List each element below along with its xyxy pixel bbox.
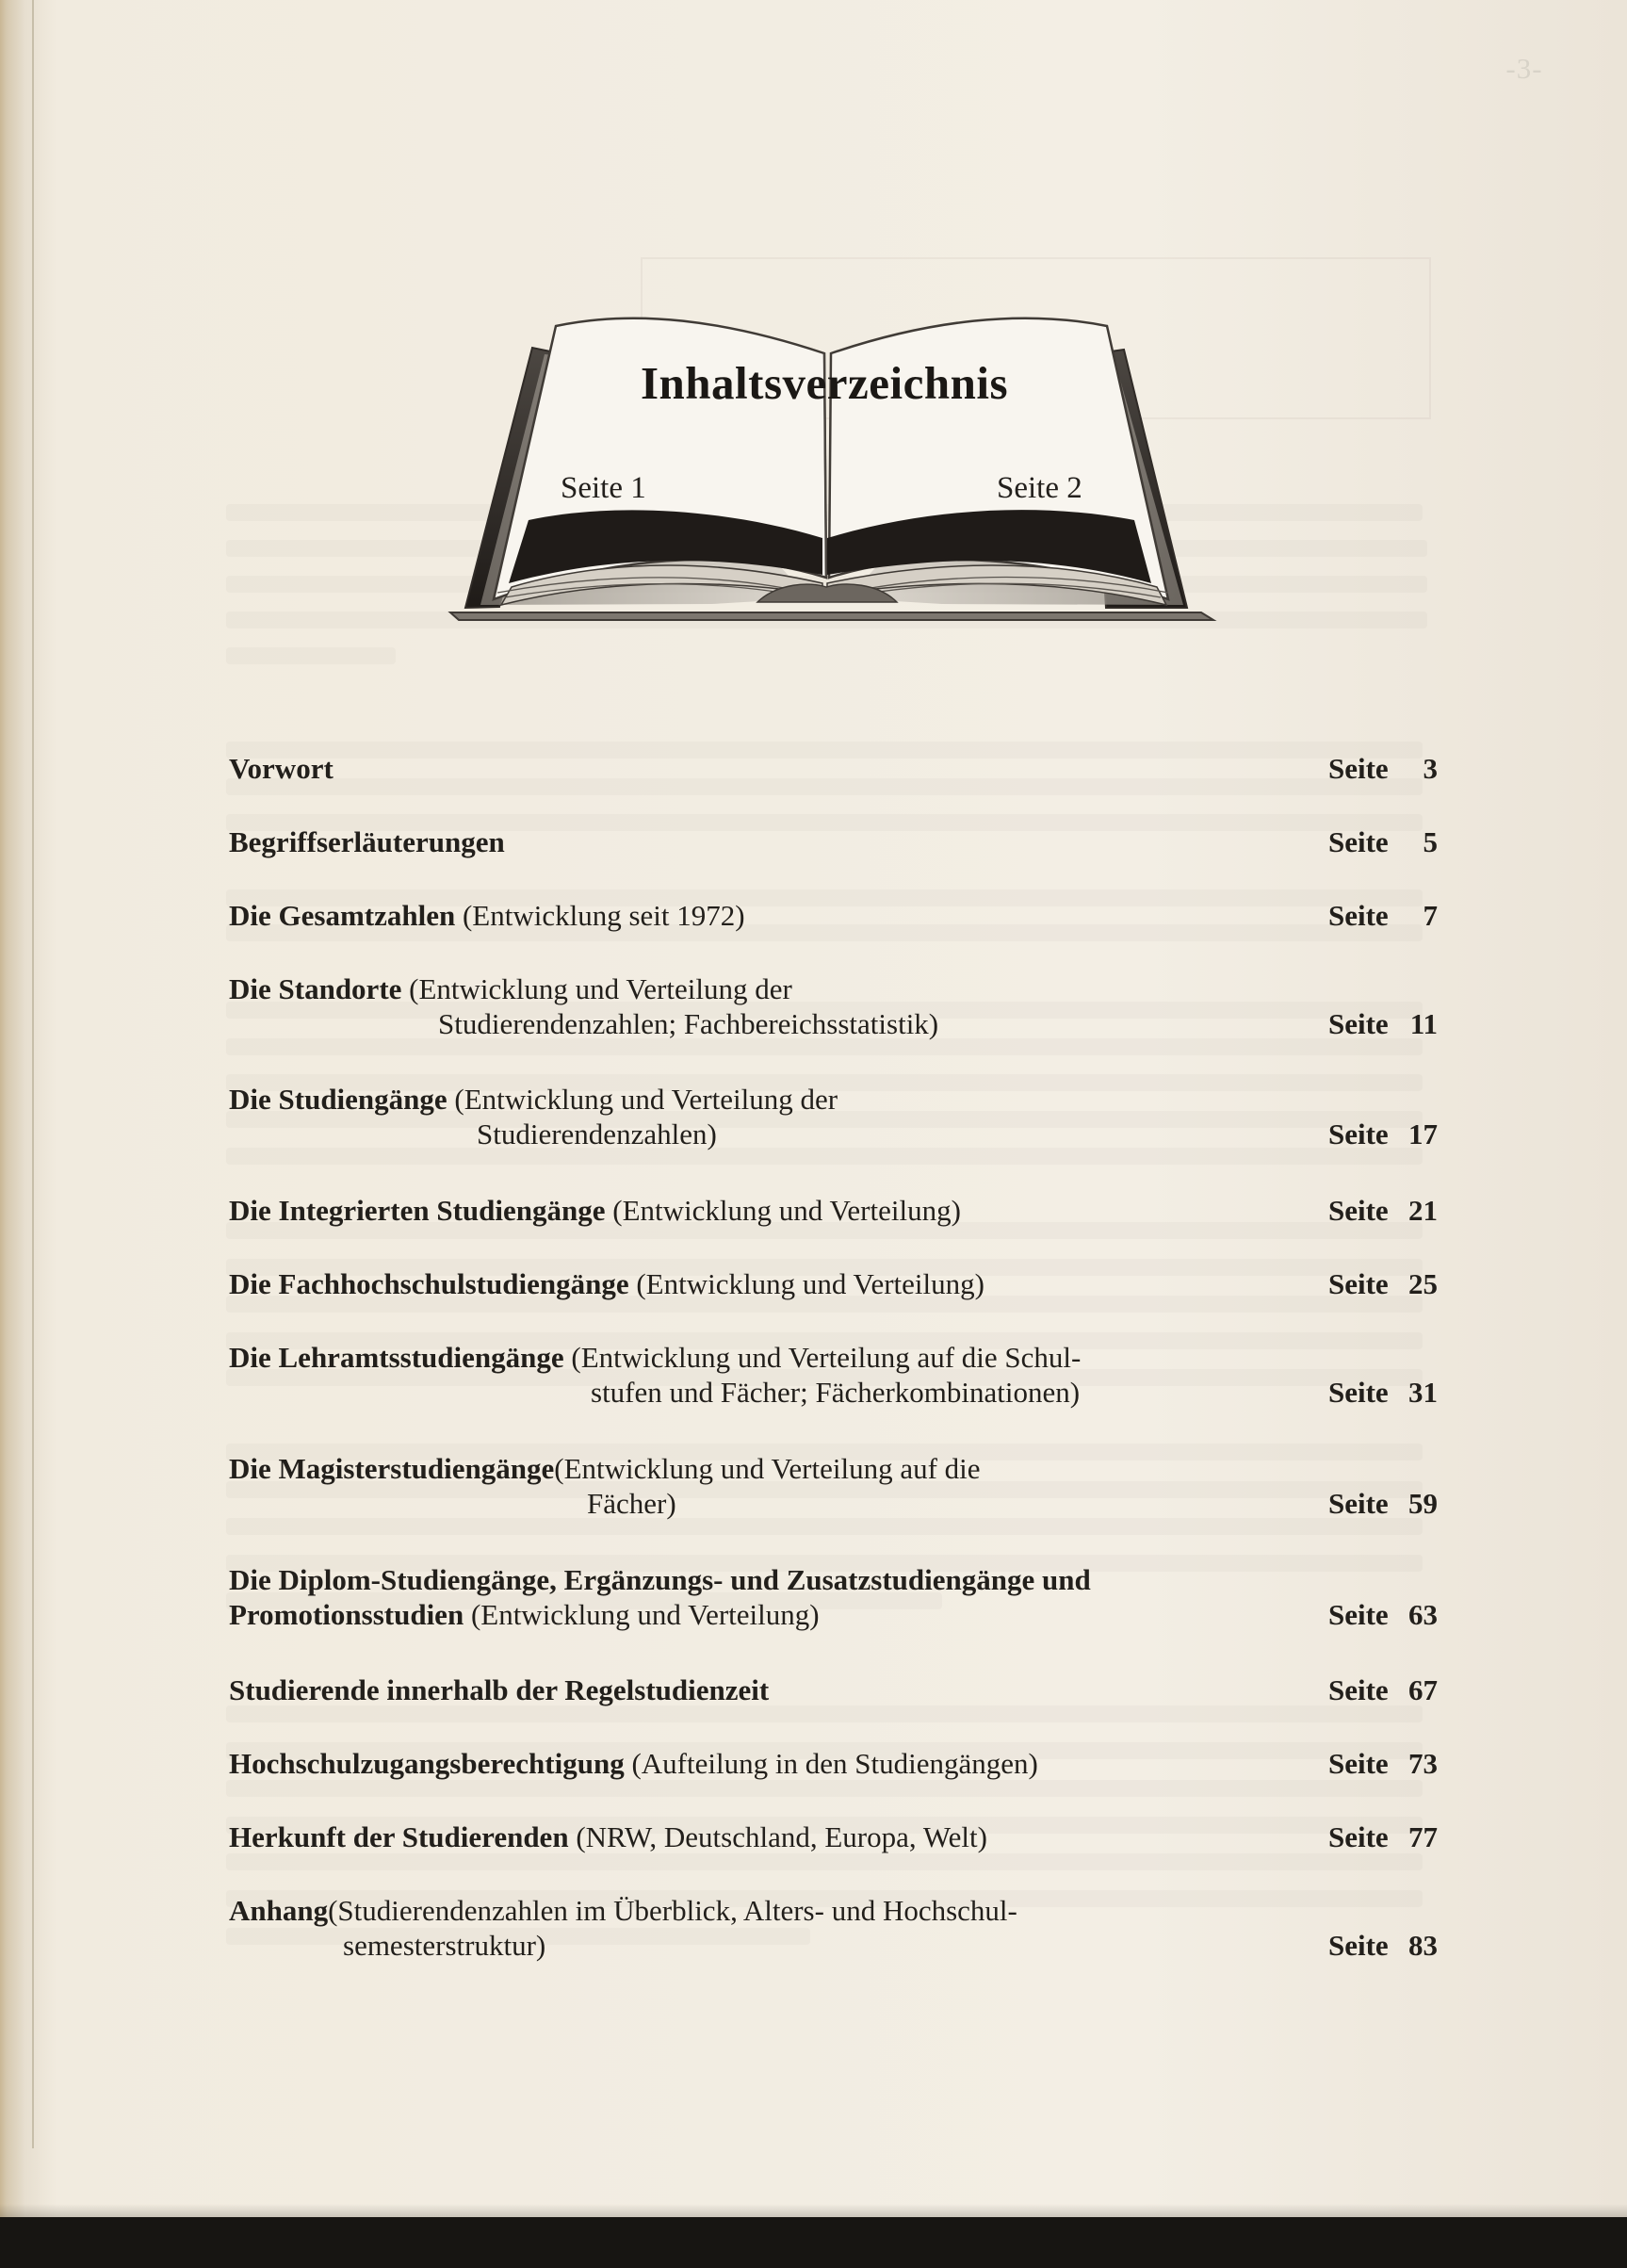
toc-entry-page-word: Seite	[1328, 1673, 1389, 1706]
toc-entry-page-ref	[1328, 1267, 1438, 1302]
book-right-page-label: Seite 2	[997, 471, 1082, 505]
toc-entry-page-ref	[1328, 1118, 1438, 1152]
toc-entry-page-number: 11	[1409, 1007, 1438, 1040]
toc-entry-title: Begriffserläuterungen	[229, 825, 505, 858]
toc-entry	[229, 1673, 1444, 1715]
toc-entry-description: (Studierendenzahlen im Überblick, Alters- und Hochschul-	[328, 1894, 1017, 1927]
toc-entry-page-number: 21	[1408, 1194, 1438, 1227]
toc-entry-page-word: Seite	[1328, 1747, 1389, 1780]
toc-entry-page-ref	[1328, 1820, 1438, 1855]
toc-entry	[229, 825, 1444, 867]
toc-entry-page-word: Seite	[1328, 1820, 1389, 1853]
bleedthrough-line	[226, 647, 396, 664]
toc-entry-description-line2: Fächer)	[587, 1487, 676, 1520]
toc-entry-page-number: 73	[1408, 1747, 1438, 1780]
book-left-page-label: Seite 1	[561, 471, 646, 505]
toc-entry	[229, 1083, 1444, 1158]
toc-entry-page-number: 17	[1408, 1118, 1438, 1150]
toc-entry	[229, 752, 1444, 793]
page-binding-line	[32, 0, 34, 2148]
toc-entry-page-number: 59	[1408, 1487, 1438, 1520]
toc-entry-page-word: Seite	[1328, 1929, 1389, 1962]
toc-entry-page-ref	[1328, 899, 1438, 934]
toc-entry-description: (Entwicklung und Verteilung)	[636, 1267, 984, 1300]
toc-entry-page-number: 83	[1408, 1929, 1438, 1962]
scan-bottom-edge	[0, 2217, 1627, 2268]
toc-entry-page-number: 7	[1423, 899, 1438, 932]
toc-entry-title: Die Standorte	[229, 972, 402, 1005]
toc-entry	[229, 1563, 1444, 1639]
toc-entry-page-word: Seite	[1328, 1487, 1389, 1520]
toc-entry	[229, 972, 1444, 1048]
toc-entry-page-ref	[1328, 1673, 1438, 1708]
page-left-edge	[0, 0, 57, 2268]
toc-entry-page-number: 3	[1423, 752, 1438, 785]
toc-entry-page-number: 25	[1408, 1267, 1438, 1300]
bottom-shadow	[0, 2204, 1627, 2217]
toc-entry-description: (Aufteilung in den Studiengängen)	[631, 1747, 1038, 1780]
toc-entry-title: Vorwort	[229, 752, 334, 785]
toc-entry-description-line2: semesterstruktur)	[343, 1929, 546, 1962]
toc-entry-page-number: 5	[1423, 825, 1438, 858]
toc-entry-title: Die Gesamtzahlen	[229, 899, 456, 932]
toc-entry-page-word: Seite	[1328, 1007, 1389, 1040]
toc-entry	[229, 1894, 1444, 1969]
toc-entry-page-word: Seite	[1328, 1267, 1389, 1300]
toc-entry-description: (Entwicklung seit 1972)	[462, 899, 745, 932]
book-title: Inhaltsverzeichnis	[640, 357, 1009, 409]
toc-entry-page-number: 31	[1408, 1376, 1438, 1409]
toc-entry-description-line2: stufen und Fächer; Fächerkombinationen)	[591, 1376, 1081, 1409]
toc-entry-page-ref	[1328, 1929, 1438, 1964]
toc-entry-description: (Entwicklung und Verteilung auf die Schul-	[571, 1341, 1082, 1374]
toc-entry-title-line2: Promotionsstudien	[229, 1598, 464, 1631]
toc-entry	[229, 1341, 1444, 1416]
toc-entry-page-ref	[1328, 752, 1438, 787]
open-book-illustration	[443, 300, 1229, 625]
toc-entry-title: Studierende innerhalb der Regelstudienzeit	[229, 1673, 770, 1706]
toc-entry-title: Die Magisterstudiengänge	[229, 1452, 555, 1485]
toc-entry-page-number: 63	[1408, 1598, 1438, 1631]
toc-entry	[229, 1194, 1444, 1235]
toc-entry-page-word: Seite	[1328, 1376, 1389, 1409]
open-book-icon	[443, 300, 1229, 625]
toc-entry-page-word: Seite	[1328, 752, 1389, 785]
toc-entry-title: Die Fachhochschulstudiengänge	[229, 1267, 629, 1300]
toc-entry-page-ref	[1328, 1194, 1438, 1229]
toc-entry-page-ref	[1328, 1598, 1438, 1633]
toc-entry-title: Die Lehramtsstudiengänge	[229, 1341, 564, 1374]
toc-entry	[229, 899, 1444, 940]
toc-entry-description: (Entwicklung und Verteilung der	[409, 972, 792, 1005]
toc-entry-page-ref	[1328, 825, 1438, 860]
toc-entry-page-number: 67	[1408, 1673, 1438, 1706]
toc-entry-page-word: Seite	[1328, 1194, 1389, 1227]
toc-entry-page-number: 77	[1408, 1820, 1438, 1853]
toc-entry-title: Die Diplom-Studiengänge, Ergänzungs- und Zusatzstudiengänge und	[229, 1563, 1091, 1596]
toc-entry-page-ref	[1328, 1487, 1438, 1522]
toc-entry-page-word: Seite	[1328, 899, 1389, 932]
toc-entry-page-word: Seite	[1328, 1118, 1389, 1150]
toc-entry-page-ref	[1328, 1747, 1438, 1782]
toc-entry-page-word: Seite	[1328, 1598, 1389, 1631]
toc-entry-title: Hochschulzugangsberechtigung	[229, 1747, 625, 1780]
toc-entry-description: (Entwicklung und Verteilung auf die	[554, 1452, 981, 1485]
page-number: -3-	[1505, 52, 1543, 85]
toc-entry-description: (Entwicklung und Verteilung)	[612, 1194, 961, 1227]
toc-entry-title: Die Integrierten Studiengänge	[229, 1194, 606, 1227]
toc-entry-page-word: Seite	[1328, 825, 1389, 858]
toc-entry-description: (NRW, Deutschland, Europa, Welt)	[576, 1820, 987, 1853]
toc-entry-description-line2: Studierendenzahlen)	[477, 1118, 717, 1150]
toc-entry-title: Anhang	[229, 1894, 329, 1927]
toc-entry-title: Die Studiengänge	[229, 1083, 447, 1116]
toc-entry	[229, 1452, 1444, 1527]
toc-entry-page-ref	[1328, 1007, 1438, 1042]
toc-entry-title: Herkunft der Studierenden	[229, 1820, 569, 1853]
toc-entry-page-ref	[1328, 1376, 1438, 1411]
toc-entry	[229, 1820, 1444, 1862]
toc-entry-description: (Entwicklung und Verteilung der	[454, 1083, 838, 1116]
toc-entry	[229, 1747, 1444, 1788]
toc-entry	[229, 1267, 1444, 1309]
toc-entry-description-line2: Studierendenzahlen; Fachbereichsstatistik)	[438, 1007, 939, 1040]
toc-entry-description-line2: (Entwicklung und Verteilung)	[470, 1598, 820, 1631]
